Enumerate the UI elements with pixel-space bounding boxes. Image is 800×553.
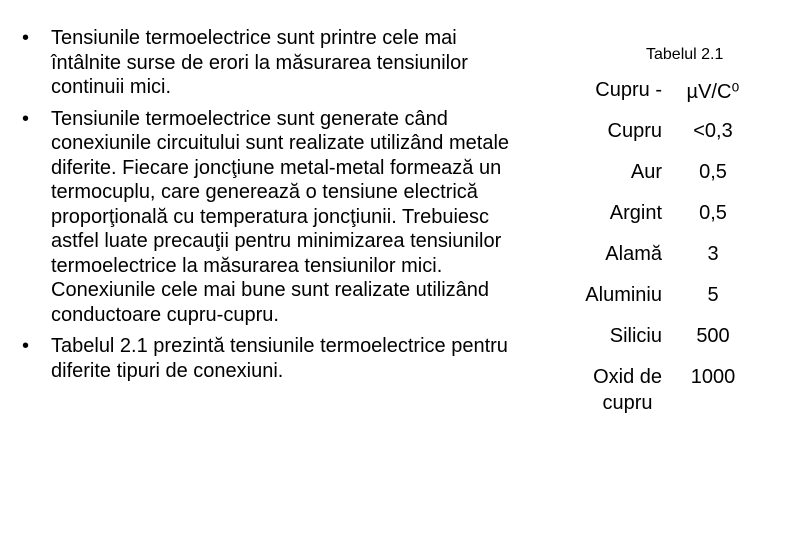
- table-row: [536, 237, 760, 278]
- bullet-text: Tensiunile termoelectrice sunt generate când conexiunile circuitului sunt realizate utilizând metale diferite. Fiecare joncţiune metal-metal formează un termocuplu, care generează o tensiune electrică proporţională cu temperatura joncţiunii. Trebuiesc astfel luate precauţii pentru minimizarea tensiunilor termoelectrice la măsurarea tensiunilor mici. Conexiunile cele mai bune sunt realizate utilizând conductoare cupru-cupru.: [51, 107, 510, 326]
- row-value: 0,5: [699, 161, 727, 183]
- row-material: [536, 360, 666, 416]
- row-material: Siliciu: [609, 325, 662, 347]
- row-value: 5: [707, 284, 719, 306]
- bullet-list: [22, 26, 512, 390]
- table-caption: Tabelul 2.1: [646, 46, 724, 63]
- table-row: [536, 360, 760, 416]
- table-row: [536, 114, 760, 155]
- table-row: [536, 278, 760, 319]
- row-material: Aur: [630, 161, 662, 183]
- table-row: [536, 319, 760, 360]
- header-unit: µV/C⁰: [686, 81, 740, 103]
- row-material: Argint: [609, 202, 662, 224]
- bullet-text: Tensiunile termoelectrice sunt printre cele mai întâlnite surse de erori la măsurarea tensiunilor continuii mici.: [51, 27, 468, 98]
- table-row: [536, 155, 760, 196]
- row-value: 1000: [690, 366, 736, 388]
- row-material: Cupru: [607, 120, 662, 142]
- row-value: 3: [707, 243, 719, 265]
- bullet-item: [22, 334, 512, 383]
- thermoelectric-table: [536, 73, 760, 416]
- table-row: [536, 196, 760, 237]
- row-material-line2: cupru: [602, 392, 653, 414]
- bullet-icon: •: [22, 335, 30, 357]
- bullet-item: [22, 107, 512, 328]
- table-header-row: [536, 73, 760, 114]
- bullet-icon: •: [22, 27, 30, 49]
- row-value: 0,5: [699, 202, 727, 224]
- row-value: <0,3: [693, 120, 733, 142]
- bullet-icon: •: [22, 107, 30, 130]
- row-value: 500: [696, 325, 730, 347]
- bullet-text: Tabelul 2.1 prezintă tensiunile termoelectrice pentru diferite tipuri de conexiuni.: [51, 335, 508, 382]
- header-material: Cupru -: [595, 79, 662, 101]
- row-material: Aluminiu: [585, 284, 662, 306]
- row-material: Alamă: [605, 243, 662, 265]
- row-material-line1: Oxid de: [593, 366, 662, 388]
- bullet-item: [22, 26, 512, 100]
- row-material-multiline: [593, 364, 662, 416]
